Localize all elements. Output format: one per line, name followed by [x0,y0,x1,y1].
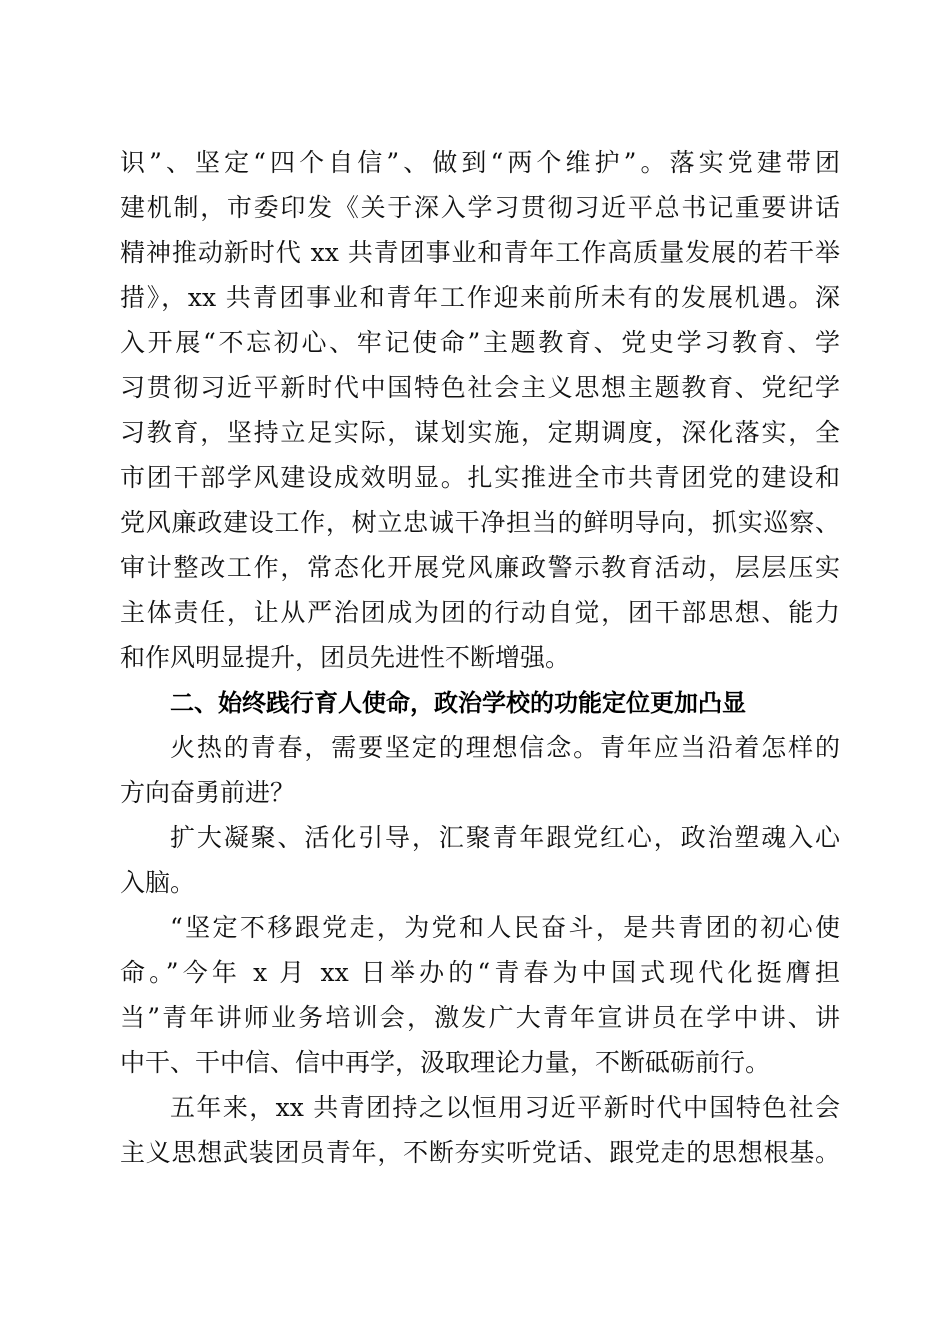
paragraph-line: 入开展“不忘初心、牢记使命”主题教育、党史学习教育、学 [120,328,840,357]
paragraph-line: 当”青年讲师业务培训会，激发广大青年宣讲员在学中讲、讲 [120,1003,840,1032]
paragraph-line: 主义思想武装团员青年，不断夯实听党话、跟党走的思想根基。 [120,1138,840,1167]
paragraph-line: “坚定不移跟党走，为党和人民奋斗，是共青团的初心使 [170,913,840,942]
paragraph-line: 市团干部学风建设成效明显。扎实推进全市共青团党的建设和 [120,463,840,492]
paragraph-line: 建机制，市委印发《关于深入学习贯彻习近平总书记重要讲话 [120,193,840,222]
paragraph-line: 习贯彻习近平新时代中国特色社会主义思想主题教育、党纪学 [120,373,840,402]
section-heading: 二、始终践行育人使命，政治学校的功能定位更加凸显 [170,689,746,717]
paragraph-line: 习教育，坚持立足实际，谋划实施，定期调度，深化落实，全 [120,418,840,447]
paragraph-line: 党风廉政建设工作，树立忠诚干净担当的鲜明导向，抓实巡察、 [120,508,840,537]
paragraph-line: 识”、坚定“四个自信”、做到“两个维护”。落实党建带团 [120,148,840,177]
paragraph-line: 方向奋勇前进？ [120,778,296,807]
paragraph-line: 火热的青春，需要坚定的理想信念。青年应当沿着怎样的 [170,733,840,762]
paragraph-line: 扩大凝聚、活化引导，汇聚青年跟党红心，政治塑魂入心 [170,823,840,852]
paragraph-line: 和作风明显提升，团员先进性不断增强。 [120,643,571,672]
paragraph-line: 命。”今年 x 月 xx 日举办的“青春为中国式现代化挺膺担 [120,958,840,987]
paragraph-line: 中干、干中信、信中再学，汲取理论力量，不断砥砺前行。 [120,1048,771,1077]
paragraph-line: 五年来，xx 共青团持之以恒用习近平新时代中国特色社会 [170,1093,840,1122]
paragraph-line: 主体责任，让从严治团成为团的行动自觉，团干部思想、能力 [120,598,840,627]
paragraph-line: 措》，xx 共青团事业和青年工作迎来前所未有的发展机遇。深 [120,283,840,312]
paragraph-line: 精神推动新时代 xx 共青团事业和青年工作高质量发展的若干举 [120,238,840,267]
paragraph-line: 入脑。 [120,868,196,897]
paragraph-line: 审计整改工作，常态化开展党风廉政警示教育活动，层层压实 [120,553,840,582]
